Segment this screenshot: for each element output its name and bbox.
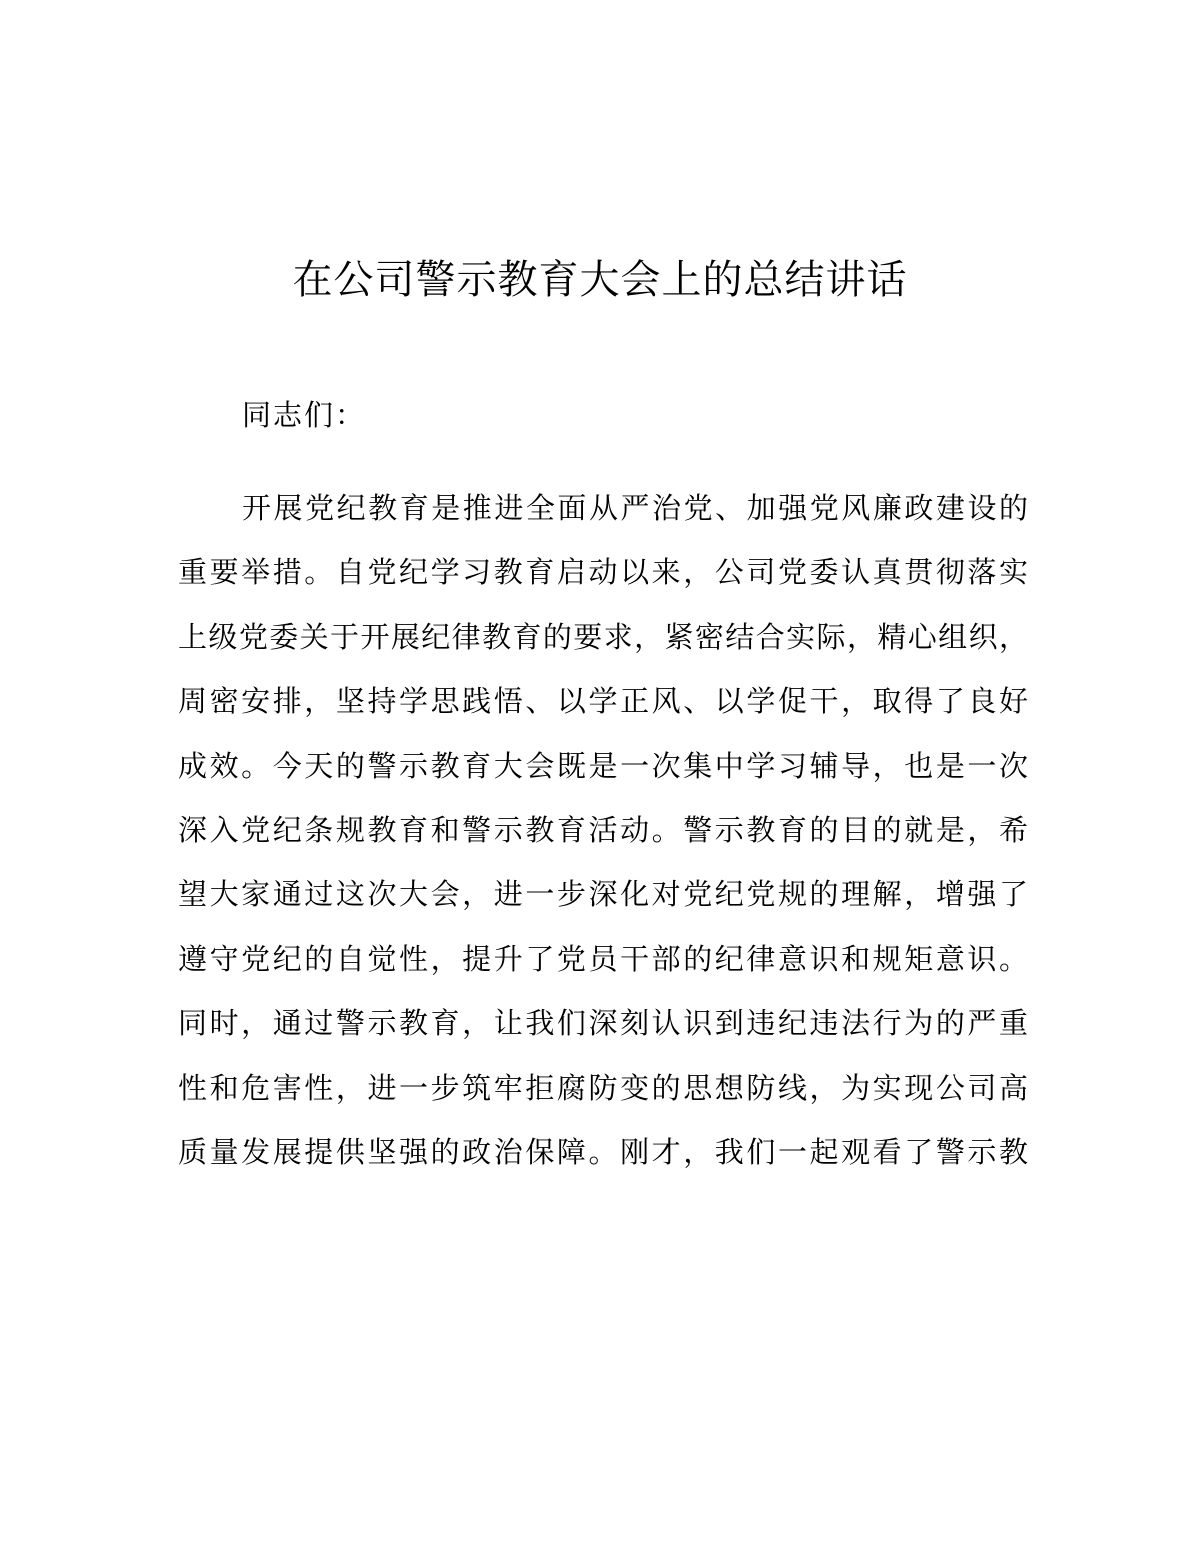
paragraph-line: 成效。今天的警示教育大会既是一次集中学习辅导，也是一次 — [178, 748, 1028, 783]
paragraph-line: 望大家通过这次大会，进一步深化对党纪党规的理解，增强了 — [178, 877, 1028, 912]
paragraph-line: 质量发展提供坚强的政治保障。刚才，我们一起观看了警示教 — [178, 1134, 1028, 1169]
paragraph-line: 周密安排，坚持学思践悟、以学正风、以学促干，取得了良好 — [178, 684, 1028, 719]
body-paragraph — [178, 476, 1028, 1184]
paragraph-line: 同时，通过警示教育，让我们深刻认识到违纪违法行为的严重 — [178, 1006, 1028, 1041]
paragraph-line: 遵守党纪的自觉性，提升了党员干部的纪律意识和规矩意识。 — [178, 941, 1028, 976]
paragraph-line: 深入党纪条规教育和警示教育活动。警示教育的目的就是，希 — [178, 812, 1028, 847]
salutation: 同志们： — [242, 398, 367, 432]
paragraph-line: 重要举措。自党纪学习教育启动以来，公司党委认真贯彻落实 — [178, 555, 1028, 590]
paragraph-line: 开展党纪教育是推进全面从严治党、加强党风廉政建设的 — [242, 491, 1028, 525]
paragraph-line: 上级党委关于开展纪律教育的要求，紧密结合实际，精心组织， — [178, 619, 1028, 654]
document-title: 在公司警示教育大会上的总结讲话 — [292, 257, 908, 303]
paragraph-line: 性和危害性，进一步筑牢拒腐防变的思想防线，为实现公司高 — [178, 1070, 1028, 1105]
